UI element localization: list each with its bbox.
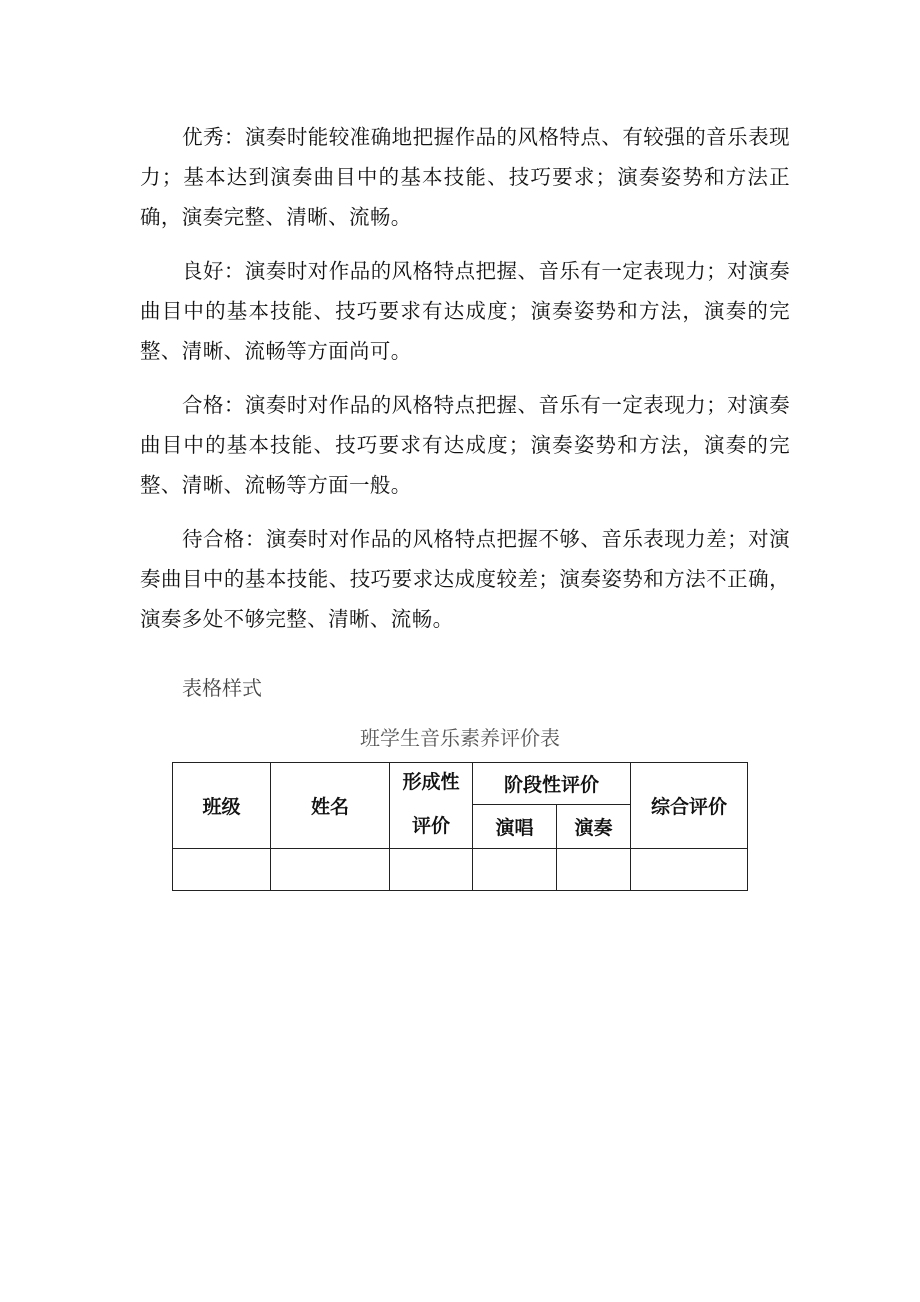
table-cell: [631, 849, 748, 891]
header-formative-line2: 评价: [390, 805, 473, 849]
table-caption: 班学生音乐素养评价表: [360, 726, 560, 750]
table-cell: [173, 849, 271, 891]
table-cell: [473, 849, 557, 891]
table-cell: [557, 849, 631, 891]
header-singing: 演唱: [473, 805, 557, 849]
table-cell: [390, 849, 473, 891]
header-formative-line1: 形成性: [390, 763, 473, 805]
header-name: 姓名: [271, 763, 390, 849]
table-style-label: 表格样式: [182, 676, 262, 700]
grading-criteria: [140, 117, 790, 639]
criteria-needs-improvement: 待合格：演奏时对作品的风格特点把握不够、音乐表现力差；对演奏曲目中的基本技能、技巧要求达成度较差；演奏姿势和方法不正确，演奏多处不够完整、清晰、流畅。: [140, 527, 790, 631]
header-class: 班级: [173, 763, 271, 849]
table-row: [173, 849, 748, 891]
criteria-pass: 合格：演奏时对作品的风格特点把握、音乐有一定表现力；对演奏曲目中的基本技能、技巧要求有达成度；演奏姿势和方法，演奏的完整、清晰、流畅等方面一般。: [140, 393, 790, 497]
criteria-good: 良好：演奏时对作品的风格特点把握、音乐有一定表现力；对演奏曲目中的基本技能、技巧要求有达成度；演奏姿势和方法，演奏的完整、清晰、流畅等方面尚可。: [140, 259, 790, 363]
header-overall-evaluation: 综合评价: [631, 763, 748, 849]
header-performance: 演奏: [557, 805, 631, 849]
table-cell: [271, 849, 390, 891]
evaluation-table: [172, 762, 748, 891]
criteria-excellent: 优秀：演奏时能较准确地把握作品的风格特点、有较强的音乐表现力；基本达到演奏曲目中的基本技能、技巧要求；演奏姿势和方法正确，演奏完整、清晰、流畅。: [140, 125, 790, 229]
header-stage-evaluation: 阶段性评价: [473, 763, 631, 805]
